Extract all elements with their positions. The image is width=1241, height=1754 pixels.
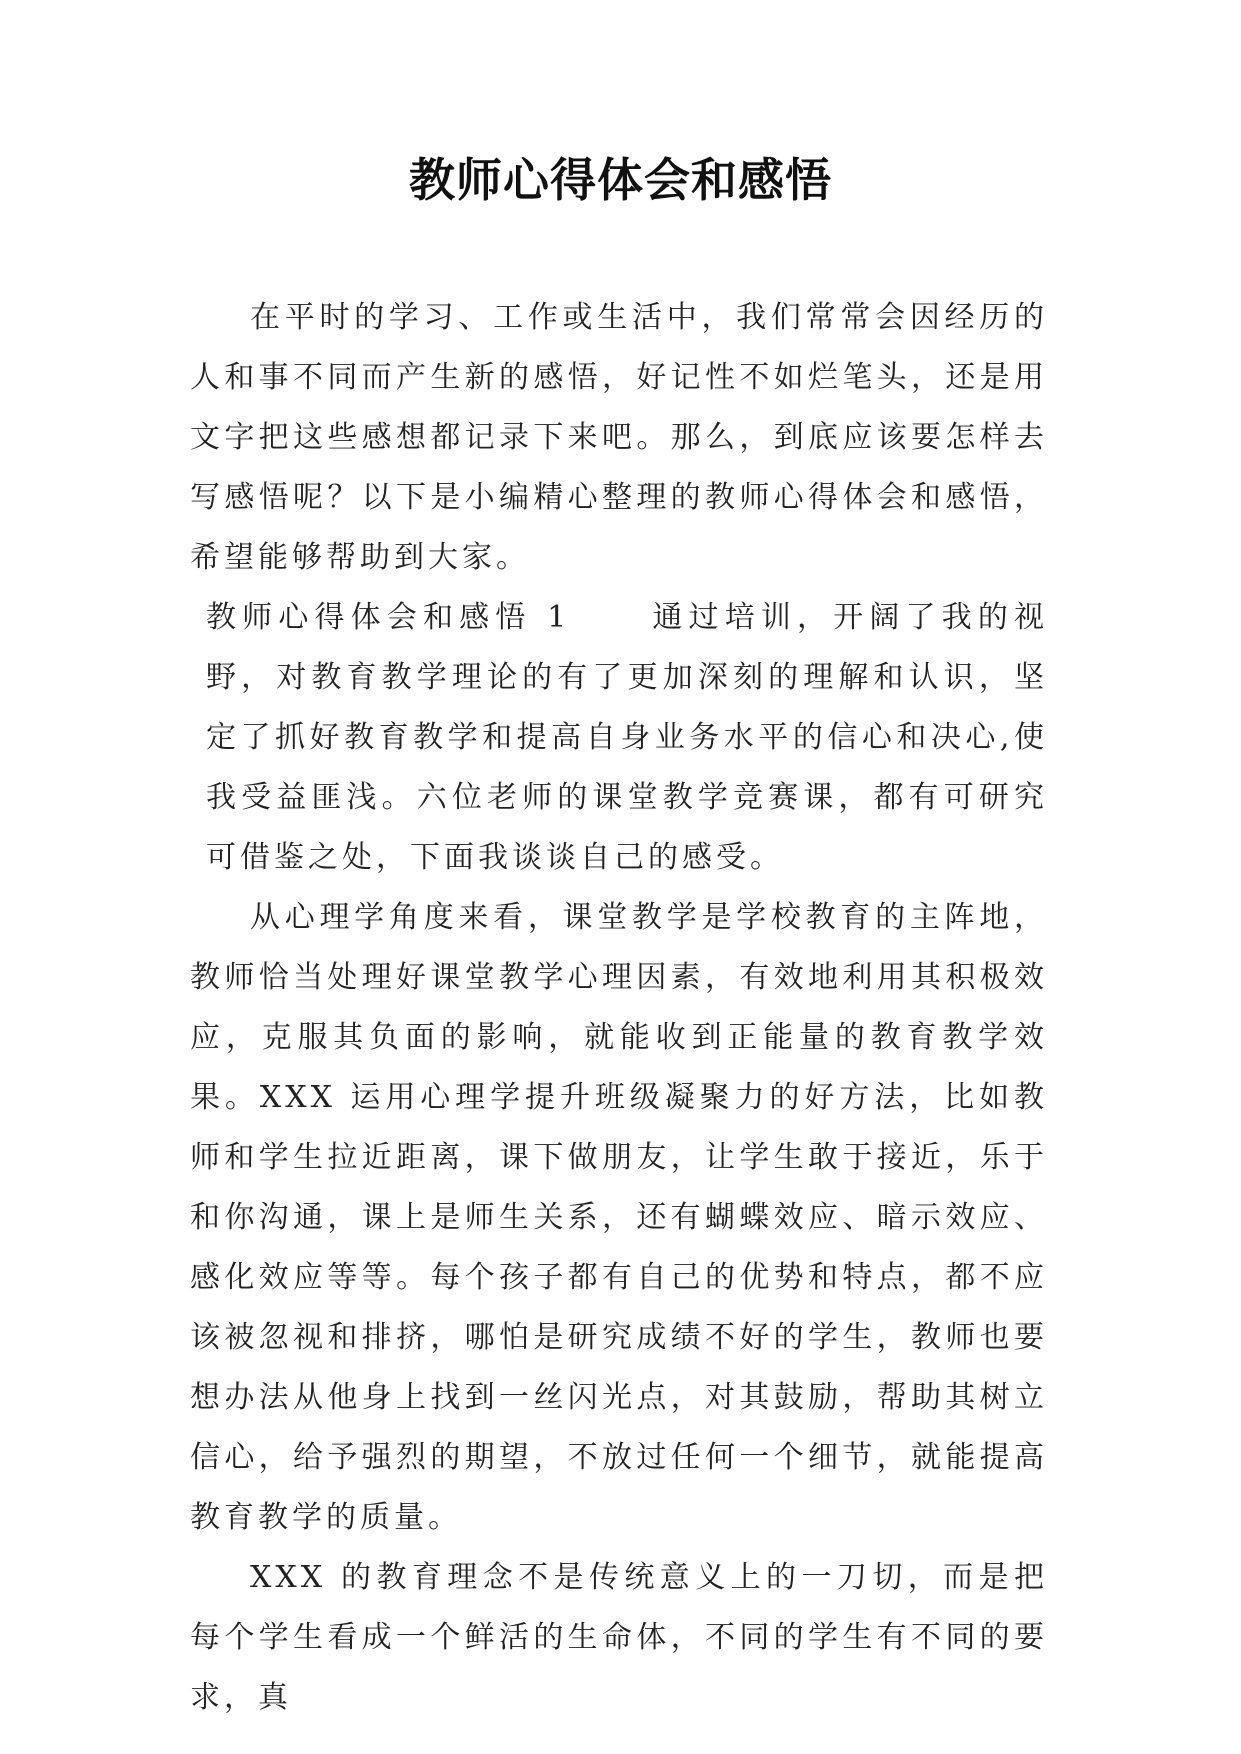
document-title: 教师心得体会和感悟 <box>409 153 832 207</box>
section-heading: 教师心得体会和感悟 1 <box>206 600 571 635</box>
section-first-text: 通过培训，开阔了我的视野，对教育教学理论的有了更加深刻的理解和认识，坚定了抓好教育教学和提高自身业务水平的信心和决心,使我受益匪浅。六位老师的课堂教学竞赛课，都有可研究可借鉴之处，下面我谈谈自己的感受。 <box>206 600 1049 875</box>
document-body <box>190 288 1048 1728</box>
body-paragraph: XXX 的教育理念不是传统意义上的一刀切，而是把每个学生看成一个鲜活的生命体，不同的学生有不同的要求，真 <box>190 1560 1048 1715</box>
intro-paragraph: 在平时的学习、工作或生活中，我们常常会因经历的人和事不同而产生新的感悟，好记性不如烂笔头，还是用文字把这些感想都记录下来吧。那么，到底应该要怎样去写感悟呢？以下是小编精心整理的教师心得体会和感悟，希望能够帮助到大家。 <box>190 300 1048 575</box>
section-paragraph <box>190 588 1048 888</box>
body-paragraph: 从心理学角度来看，课堂教学是学校教育的主阵地，教师恰当处理好课堂教学心理因素，有效地利用其积极效应，克服其负面的影响，就能收到正能量的教育教学效果。XXX 运用心理学提升班级凝聚力的好方法，比如教师和学生拉近距离，课下做朋友，让学生敢于接近，乐于和你沟通，课上是师生关系，还有蝴蝶效应、暗示效应、感化效应等等。每个孩子都有自己的优势和特点，都不应该被忽视和排挤，哪怕是研究成绩不好的学生，教师也要想办法从他身上找到一丝闪光点，对其鼓励，帮助其树立信心，给予强烈的期望，不放过任何一个细节，就能提高教育教学的质量。 <box>190 900 1048 1535</box>
